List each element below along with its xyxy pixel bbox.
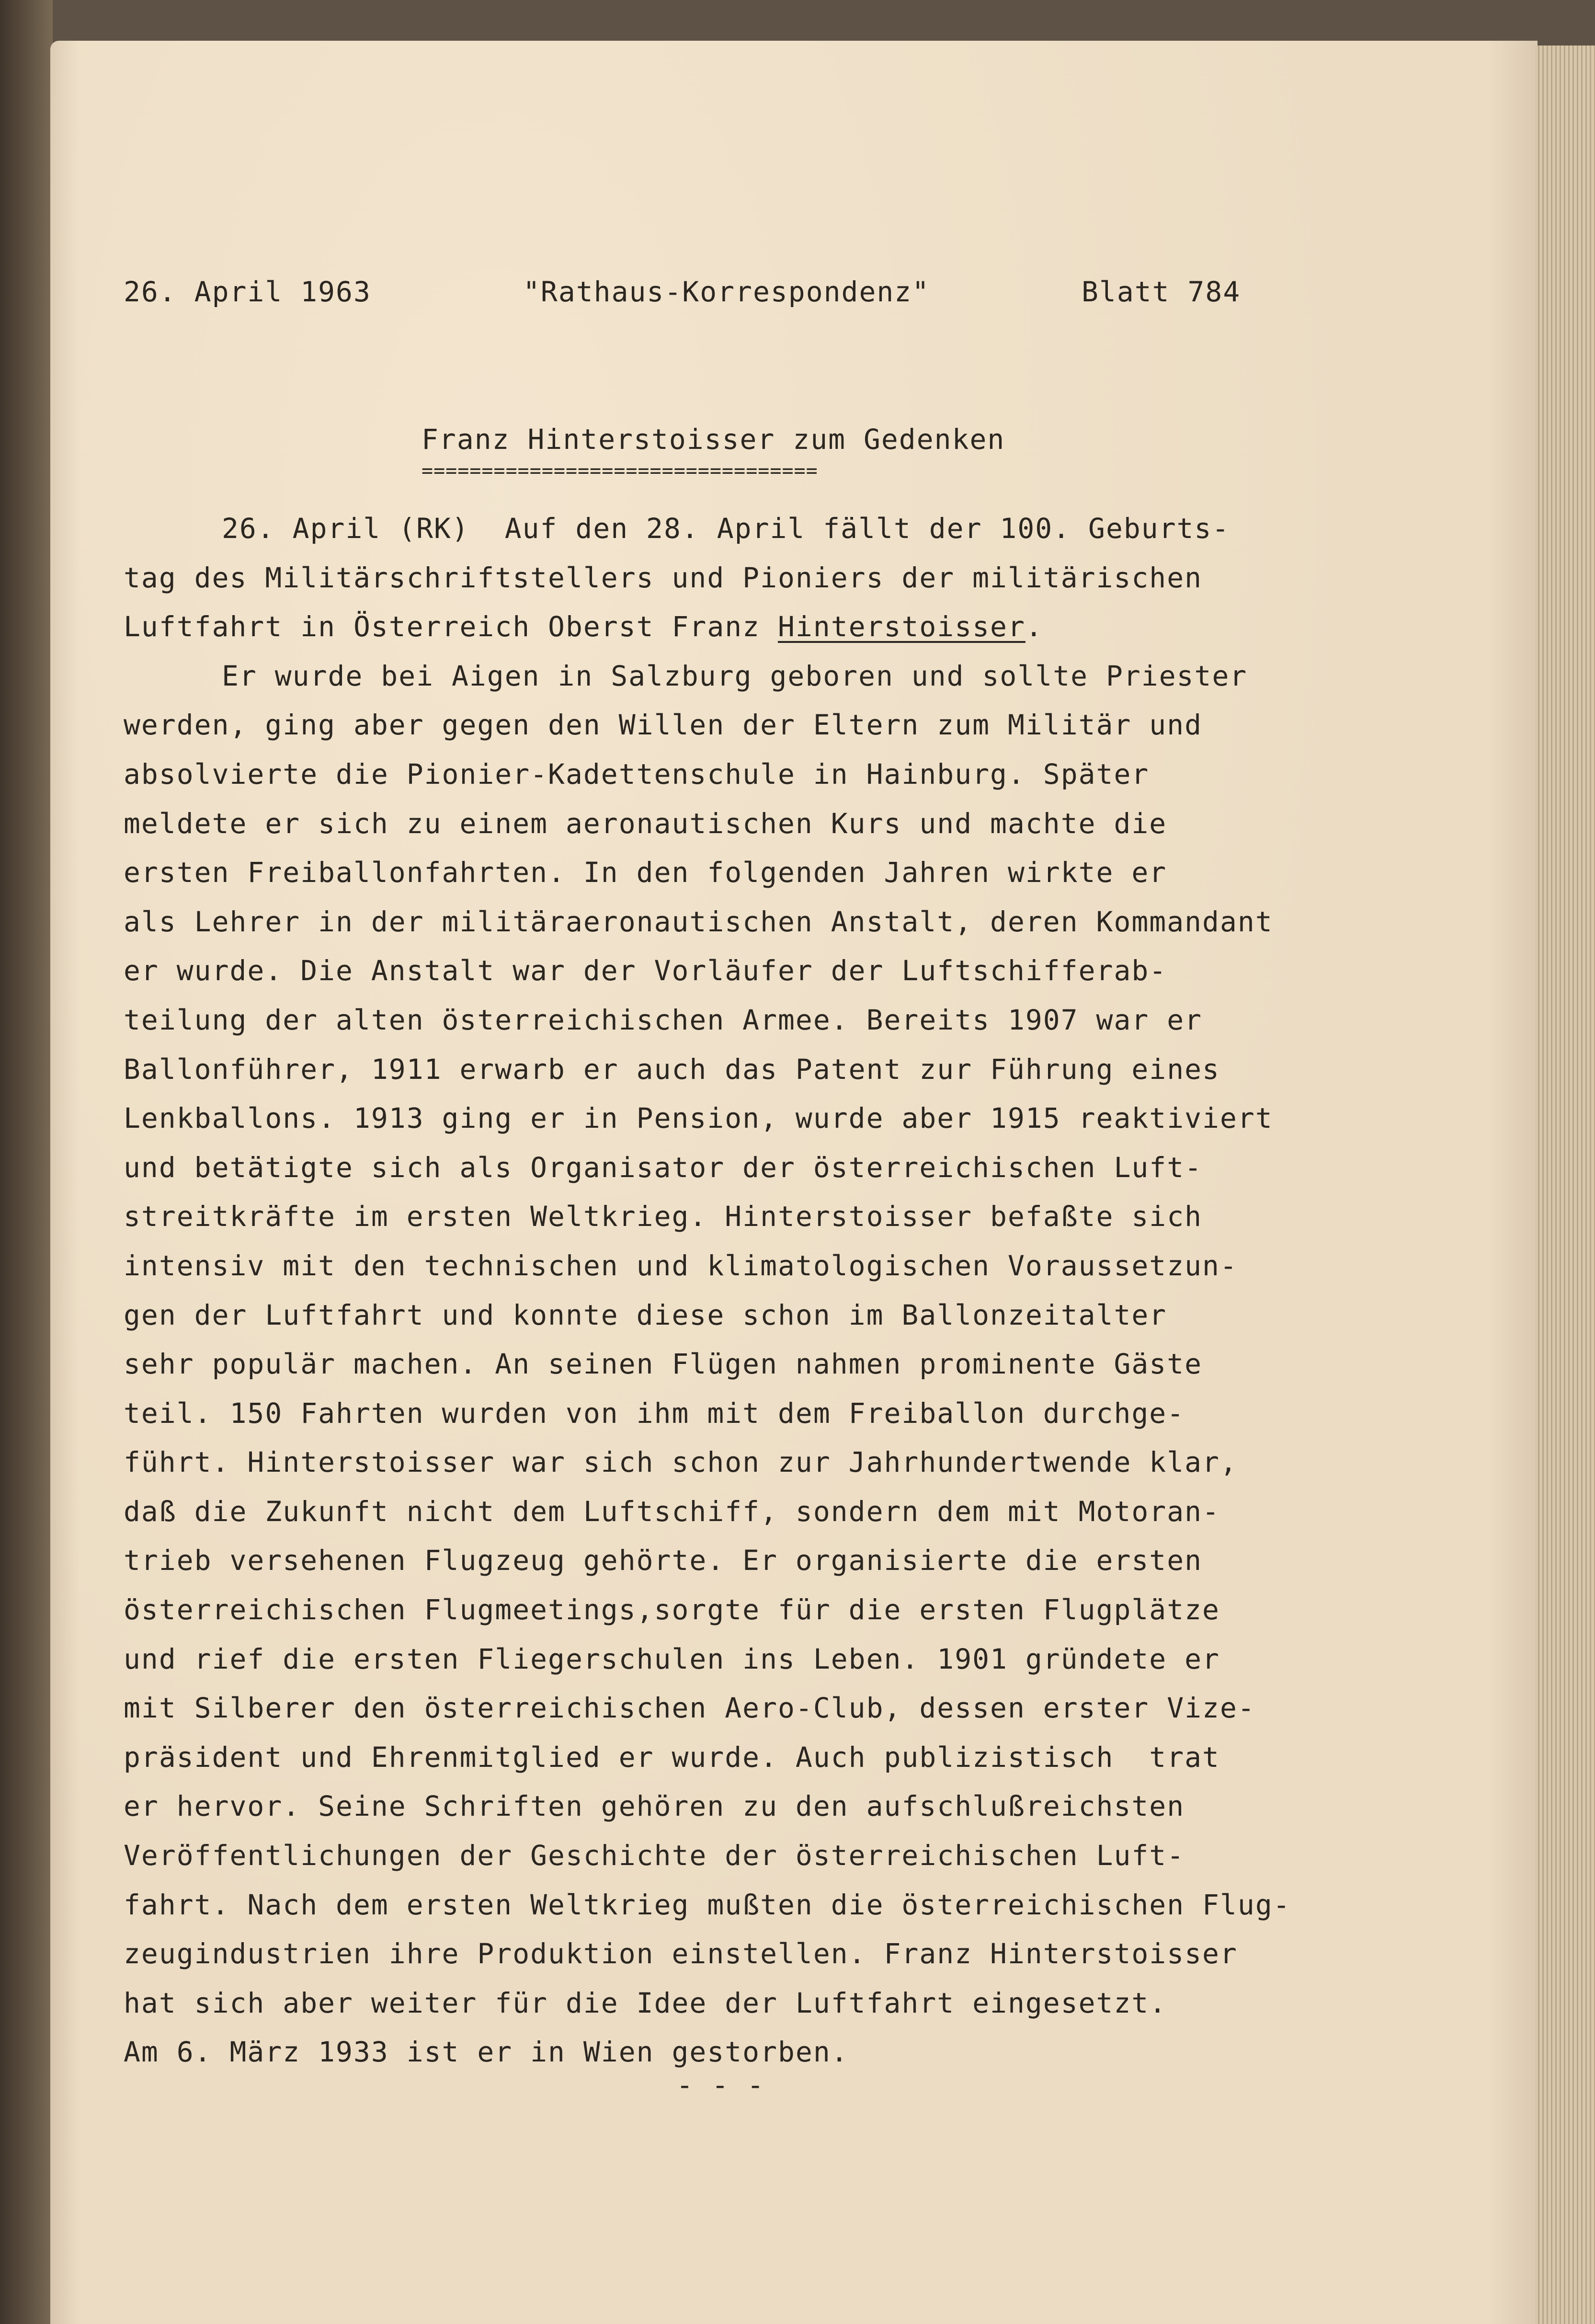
book-gutter: [0, 0, 53, 2324]
body-line: präsident und Ehrenmitglied er wurde. Auch publizistisch trat: [124, 1740, 1220, 1774]
body-line: Am 6. März 1933 ist er in Wien gestorben.: [124, 2036, 849, 2069]
body-line: ersten Freiballonfahrten. In den folgenden Jahren wirkte er: [124, 856, 1167, 889]
body-line: und rief die ersten Fliegerschulen ins Leben. 1901 gründete er: [124, 1642, 1220, 1675]
article-title: Franz Hinterstoisser zum Gedenken: [422, 423, 1005, 456]
header-publication: "Rathaus-Korrespondenz": [523, 275, 930, 308]
body-line: zeugindustrien ihre Produktion einstellen. Franz Hinterstoisser: [124, 1937, 1238, 1970]
body-line: absolvierte die Pionier-Kadettenschule in Hainburg. Später: [124, 757, 1150, 790]
body-line: österreichischen Flugmeetings,sorgte für die ersten Flugplätze: [124, 1593, 1220, 1626]
body-line: als Lehrer in der militäraeronautischen Anstalt, deren Kommandant: [124, 905, 1273, 938]
body-line: 26. April (RK) Auf den 28. April fällt der 100. Geburts-: [222, 512, 1230, 545]
body-line: [124, 602, 1465, 652]
body-line: Er wurde bei Aigen in Salzburg geboren und sollte Priester: [222, 659, 1248, 692]
body-line: er hervor. Seine Schriften gehören zu den aufschlußreichsten: [124, 1790, 1185, 1823]
body-line: streitkräfte im ersten Weltkrieg. Hinterstoisser befaßte sich: [124, 1200, 1203, 1233]
article-body: [124, 504, 1465, 2077]
underlined-name: Hinterstoisser: [778, 610, 1025, 643]
body-line: Veröffentlichungen der Geschichte der österreichischen Luft-: [124, 1839, 1185, 1872]
header-date: 26. April 1963: [124, 275, 371, 308]
body-line: sehr populär machen. An seinen Flügen nahmen prominente Gäste: [124, 1348, 1203, 1381]
body-line: intensiv mit den technischen und klimatologischen Voraussetzun-: [124, 1249, 1238, 1282]
header-sheet-number: Blatt 784: [1082, 275, 1241, 308]
body-line: mit Silberer den österreichischen Aero-Club, dessen erster Vize-: [124, 1692, 1255, 1725]
body-line: daß die Zukunft nicht dem Luftschiff, sondern dem mit Motoran-: [124, 1495, 1220, 1528]
body-line: meldete er sich zu einem aeronautischen Kurs und machte die: [124, 807, 1167, 840]
body-line: er wurde. Die Anstalt war der Vorläufer der Luftschifferab-: [124, 954, 1167, 987]
body-line: trieb versehenen Flugzeug gehörte. Er organisierte die ersten: [124, 1544, 1203, 1577]
end-mark: - - -: [676, 2069, 765, 2101]
body-line-text: Luftfahrt in Österreich Oberst Franz: [124, 610, 778, 643]
body-line: teilung der alten österreichischen Armee. Bereits 1907 war er: [124, 1003, 1203, 1036]
page-edges: [1535, 46, 1595, 2324]
title-double-underline: =================================: [422, 460, 818, 478]
body-line: gen der Luftfahrt und konnte diese schon im Ballonzeitalter: [124, 1298, 1167, 1331]
body-line: führt. Hinterstoisser war sich schon zur Jahrhundertwende klar,: [124, 1446, 1238, 1479]
body-line: und betätigte sich als Organisator der österreichischen Luft-: [124, 1151, 1203, 1184]
body-line: Ballonführer, 1911 erwarb er auch das Patent zur Führung eines: [124, 1053, 1220, 1086]
body-line: werden, ging aber gegen den Willen der Eltern zum Militär und: [124, 709, 1203, 742]
body-line: tag des Militärschriftstellers und Pioniers der militärischen: [124, 561, 1203, 594]
sentence-period: .: [1025, 610, 1043, 643]
body-line: hat sich aber weiter für die Idee der Luftfahrt eingesetzt.: [124, 1986, 1167, 2019]
body-line: fahrt. Nach dem ersten Weltkrieg mußten die österreichischen Flug-: [124, 1888, 1291, 1921]
body-line: teil. 150 Fahrten wurden von ihm mit dem Freiballon durchge-: [124, 1397, 1185, 1430]
body-line: Lenkballons. 1913 ging er in Pension, wurde aber 1915 reaktiviert: [124, 1102, 1273, 1135]
